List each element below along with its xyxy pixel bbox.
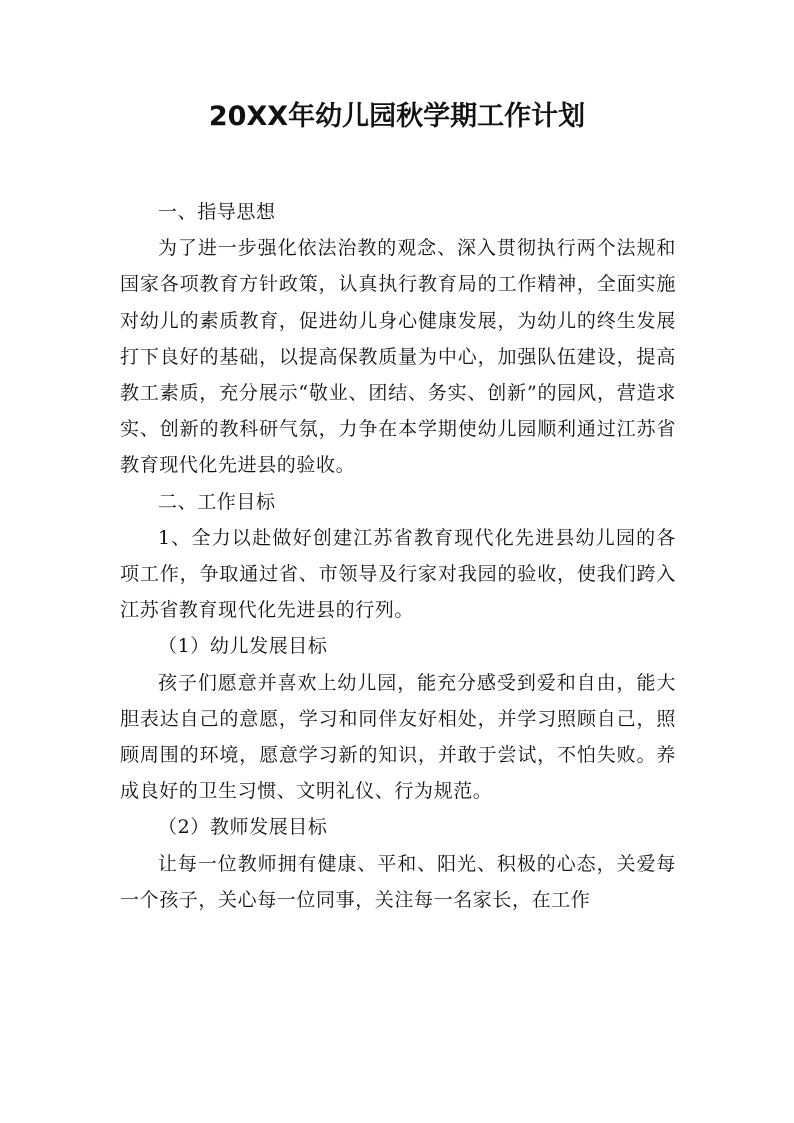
section-heading-work-goals: 二、工作目标 xyxy=(158,490,276,513)
document-title: 20XX年幼儿园秋学期工作计划 xyxy=(208,101,586,132)
document-body xyxy=(120,194,676,918)
paragraph-goal-1: 1、全力以赴做好创建江苏省教育现代化先进县幼儿园的各项工作，争取通过省、市领导及行家对我园的验收，使我们跨入江苏省教育现代化先进县的行列。 xyxy=(120,526,676,622)
paragraph-teacher-development: 让每一位教师拥有健康、平和、阳光、积极的心态，关爱每一个孩子，关心每一位同事，关注每一名家长，在工作 xyxy=(120,852,676,911)
section-heading-guiding-ideology: 一、指导思想 xyxy=(158,201,276,223)
paragraph-guiding-ideology: 为了进一步强化依法治教的观念、深入贯彻执行两个法规和国家各项教育方针政策，认真执行教育局的工作精神，全面实施对幼儿的素质教育，促进幼儿身心健康发展，为幼儿的终生发展打下良好的基础，以提高保教质量为中心，加强队伍建设，提高教工素质，充分展示“敬业、团结、务实、创新”的园风，营造求实、创新的教科研气氛，力争在本学期使幼儿园顺利通过江苏省教育现代化先进县的验收。 xyxy=(120,237,676,477)
subheading-child-development: （1）幼儿发展目标 xyxy=(158,635,328,658)
paragraph-child-development: 孩子们愿意并喜欢上幼儿园，能充分感受到爱和自由，能大胆表达自己的意愿，学习和同伴友好相处，并学习照顾自己，照顾周围的环境，愿意学习新的知识，并敢于尝试，不怕失败。养成良好的卫生习惯、文明礼仪、行为规范。 xyxy=(120,671,676,803)
subheading-teacher-development: （2）教师发展目标 xyxy=(158,816,328,839)
